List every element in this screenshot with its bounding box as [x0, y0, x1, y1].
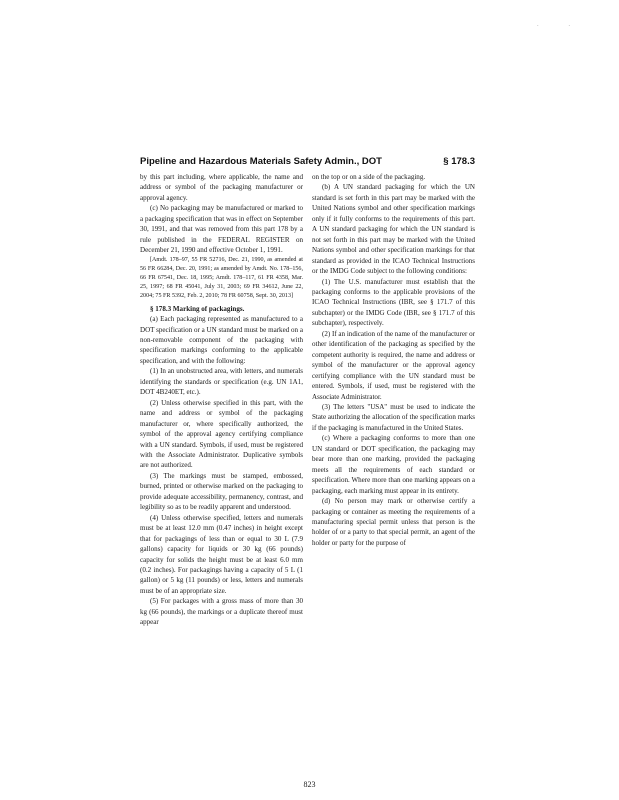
header-agency: Pipeline and Hazardous Materials Safety Admin., DOT	[140, 156, 382, 167]
paragraph: (c) No packaging may be manufactured or marked to a packaging specification that was in effect on September 30, 1991, and that was removed from this part 178 by a rule published in the FEDERAL REGISTER on December 21, 1990 and effective October 1, 1991.	[140, 204, 303, 255]
paragraph: [Amdt. 178–97, 55 FR 52716, Dec. 21, 1990, as amended at 56 FR 66284, Dec. 20, 1991; as amended by Amdt. No. 178–156, 66 FR 67541, Dec. 18, 1995; Amdt. 178–117, 61 FR 4358, Mar. 25, 1997; 68 FR 45041, July 31, 2003; 69 FR 34612, June 22, 2004; 75 FR 5392, Feb. 2, 2010; 78 FR 60758, Sept. 30, 2013]	[140, 256, 303, 299]
running-header	[140, 156, 475, 170]
scan-marks: . .	[536, 22, 584, 28]
paragraph: (1) The U.S. manufacturer must establish that the packaging conforms to the applicable provisions of the ICAO Technical Instructions (IBR, see § 171.7 of this subchapter) or the IMDG Code (IBR, see § 171.7 of this subchapter), respectively.	[312, 277, 475, 328]
right-column	[312, 172, 475, 772]
paragraph: (5) For packages with a gross mass of more than 30 kg (66 pounds), the markings or a duplicate thereof must appear	[140, 597, 303, 627]
paragraph: (3) The markings must be stamped, embossed, burned, printed or otherwise marked on the packaging to provide adequate accessibility, permanency, contrast, and legibility so as to be readily apparent and understood.	[140, 471, 303, 512]
paragraph: (3) The letters "USA" must be used to indicate the State authorizing the allocation of the specification marks if the packaging is manufactured in the United States.	[312, 402, 475, 432]
paragraph: (1) In an unobstructed area, with letters, and numerals identifying the standards or specification (e.g. UN 1A1, DOT 4B240ET, etc.).	[140, 367, 303, 397]
paragraph: (2) Unless otherwise specified in this part, with the name and address or symbol of the packaging manufacturer or, where specifically authorized, the symbol of the approval agency certifying compliance with a UN standard. Symbols, if used, must be registered with the Associate Administrator. Duplicative symbols are not authorized.	[140, 398, 303, 470]
left-column	[140, 172, 303, 772]
paragraph: (a) Each packaging represented as manufactured to a DOT specification or a UN standard must be marked on a non-removable component of the packaging with specification markings conforming to the applicable specification, and with the following:	[140, 315, 303, 365]
paragraph: (c) Where a packaging conforms to more than one UN standard or DOT specification, the packaging may bear more than one marking, provided the packaging meets all the requirements of each standard or specification. Where more than one marking appears on a packaging, each marking must appear in its entirety.	[312, 434, 475, 495]
paragraph: (b) A UN standard packaging for which the UN standard is set forth in this part may be marked with the United Nations symbol and other specification markings only if it fully conforms to the requirements of this part. A UN standard packaging for which the UN standard is not set forth in this part may be marked with the United Nations symbol and other specification markings for that standard as provided in the ICAO Technical Instructions or the IMDG Code subject to the following conditions:	[312, 183, 475, 276]
paragraph: (d) No person may mark or otherwise certify a packaging or container as meeting the requirements of a manufacturing special permit unless that person is the holder of or a party to that special permit, an agent of the holder or party for the purpose of	[312, 497, 475, 547]
header-section: § 178.3	[443, 156, 475, 167]
paragraph: by this part including, where applicable, the name and address or symbol of the packaging manufacturer or approval agency.	[140, 173, 303, 202]
section-heading: § 178.3 Marking of packagings.	[150, 304, 245, 313]
page-number: 823	[303, 780, 316, 789]
paragraph: (2) If an indication of the name of the manufacturer or other identification of the packaging as specified by the competent authority is required, the name and address or symbol of the manufacturer or the approval agency certifying compliance with the UN standard must be entered. Symbols, if used, must be registered with the Associate Administrator.	[312, 329, 475, 401]
paragraph: on the top or on a side of the packaging.	[312, 173, 426, 181]
paragraph: (4) Unless otherwise specified, letters and numerals must be at least 12.0 mm (0.47 inches) in height except that for packagings of less than or equal to 30 L (7.9 gallons) capacity for liquids or 30 kg (66 pounds) capacity for solids the height must be at least 6.0 mm (0.2 inches). For packagings having a capacity of 5 L (1 gallon) or 5 kg (11 pounds) or less, letters and numerals must be of an appropriate size.	[140, 513, 303, 595]
